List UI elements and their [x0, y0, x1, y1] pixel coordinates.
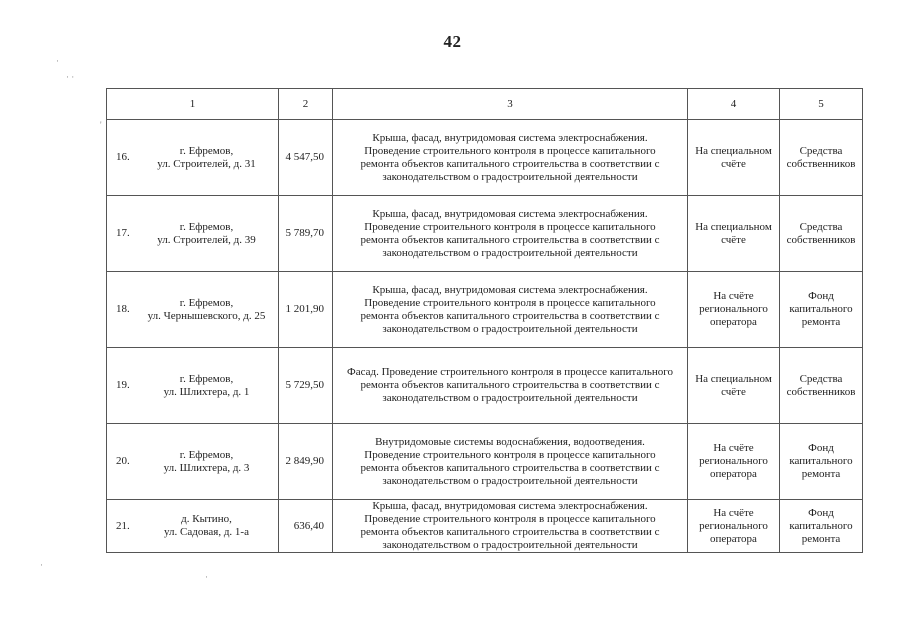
row-number: 21. [116, 519, 130, 532]
area-cell: 2 849,90 [279, 424, 333, 500]
address-cell [107, 120, 279, 196]
source-cell: Фонд капитального ремонта [780, 500, 863, 553]
address-city: г. Ефремов, [179, 220, 234, 233]
source-cell: Фонд капитального ремонта [780, 424, 863, 500]
row-number: 16. [116, 151, 130, 163]
col-header-1: 1 [107, 89, 279, 120]
table-row [107, 500, 863, 553]
scan-speck: · · [66, 72, 75, 82]
repair-schedule-table [106, 88, 863, 553]
scan-speck: · [56, 56, 59, 66]
address-street: ул. Садовая, д. 1-а [164, 526, 249, 538]
area-cell: 636,40 [279, 500, 333, 553]
address-street: ул. Чернышевского, д. 25 [147, 309, 266, 322]
scan-speck: · [40, 560, 43, 570]
table-row [107, 120, 863, 196]
work-cell: Фасад. Проведение строительного контроля в процессе капитального ремонта объектов капитального строительства в соответствии с законодательством о градостроительной деятельности [333, 348, 688, 424]
fund-cell: На специальном счёте [688, 348, 780, 424]
address-cell [107, 348, 279, 424]
work-cell: Крыша, фасад, внутридомовая система электроснабжения. Проведение строительного контроля в процессе капитального ремонта объектов капитального строительства в соответствии с законодательством о градостроительной деятельности [333, 272, 688, 348]
source-cell: Средства собственников [780, 196, 863, 272]
page-number: 42 [443, 32, 462, 51]
address-cell [107, 500, 279, 553]
address-cell [107, 196, 279, 272]
fund-cell: На специальном счёте [688, 196, 780, 272]
row-number: 19. [116, 379, 130, 391]
address [146, 221, 275, 247]
col-header-2: 2 [279, 89, 333, 120]
area-cell: 5 789,70 [279, 196, 333, 272]
address-city: г. Ефремов, [179, 372, 234, 385]
work-cell: Крыша, фасад, внутридомовая система электроснабжения. Проведение строительного контроля в процессе капитального ремонта объектов капитального строительства в соответствии с законодательством о градостроительной деятельности [333, 196, 688, 272]
address-city: д. Кытино, [181, 513, 232, 525]
fund-cell: На счёте регионального оператора [688, 500, 780, 553]
source-cell: Средства собственников [780, 348, 863, 424]
row-number: 20. [116, 455, 130, 467]
scan-speck: ' [100, 120, 102, 130]
row-number: 18. [116, 303, 130, 315]
address-street: ул. Шлихтера, д. 3 [163, 461, 250, 474]
work-cell: Крыша, фасад, внутридомовая система электроснабжения. Проведение строительного контроля в процессе капитального ремонта объектов капитального строительства в соответствии с законодательством о градостроительной деятельности [333, 120, 688, 196]
address-street: ул. Строителей, д. 31 [157, 157, 256, 170]
source-cell: Фонд капитального ремонта [780, 272, 863, 348]
address-cell [107, 272, 279, 348]
col-header-5: 5 [780, 89, 863, 120]
table-header-row [107, 89, 863, 120]
table-row [107, 196, 863, 272]
address [146, 297, 275, 323]
address [146, 145, 275, 171]
address-street: ул. Шлихтера, д. 1 [163, 385, 250, 398]
address-city: г. Ефремов, [179, 144, 234, 157]
work-cell: Крыша, фасад, внутридомовая система электроснабжения. Проведение строительного контроля в процессе капитального ремонта объектов капитального строительства в соответствии с законодательством о градостроительной деятельности [333, 500, 688, 553]
address [146, 513, 275, 539]
area-cell: 4 547,50 [279, 120, 333, 196]
col-header-3: 3 [333, 89, 688, 120]
fund-cell: На счёте регионального оператора [688, 272, 780, 348]
area-cell: 1 201,90 [279, 272, 333, 348]
fund-cell: На специальном счёте [688, 120, 780, 196]
address [146, 373, 275, 399]
address-street: ул. Строителей, д. 39 [157, 233, 256, 246]
table-row [107, 424, 863, 500]
address-city: г. Ефремов, [179, 296, 234, 309]
address [146, 449, 275, 475]
address-cell [107, 424, 279, 500]
table-row [107, 272, 863, 348]
area-cell: 5 729,50 [279, 348, 333, 424]
source-cell: Средства собственников [780, 120, 863, 196]
col-header-4: 4 [688, 89, 780, 120]
row-number: 17. [116, 227, 130, 239]
work-cell: Внутридомовые системы водоснабжения, водоотведения. Проведение строительного контроля в процессе капитального ремонта объектов капитального строительства в соответствии с законодательством о градостроительной деятельности [333, 424, 688, 500]
scan-speck: · [205, 572, 208, 582]
table-row [107, 348, 863, 424]
address-city: г. Ефремов, [179, 448, 234, 461]
fund-cell: На счёте регионального оператора [688, 424, 780, 500]
